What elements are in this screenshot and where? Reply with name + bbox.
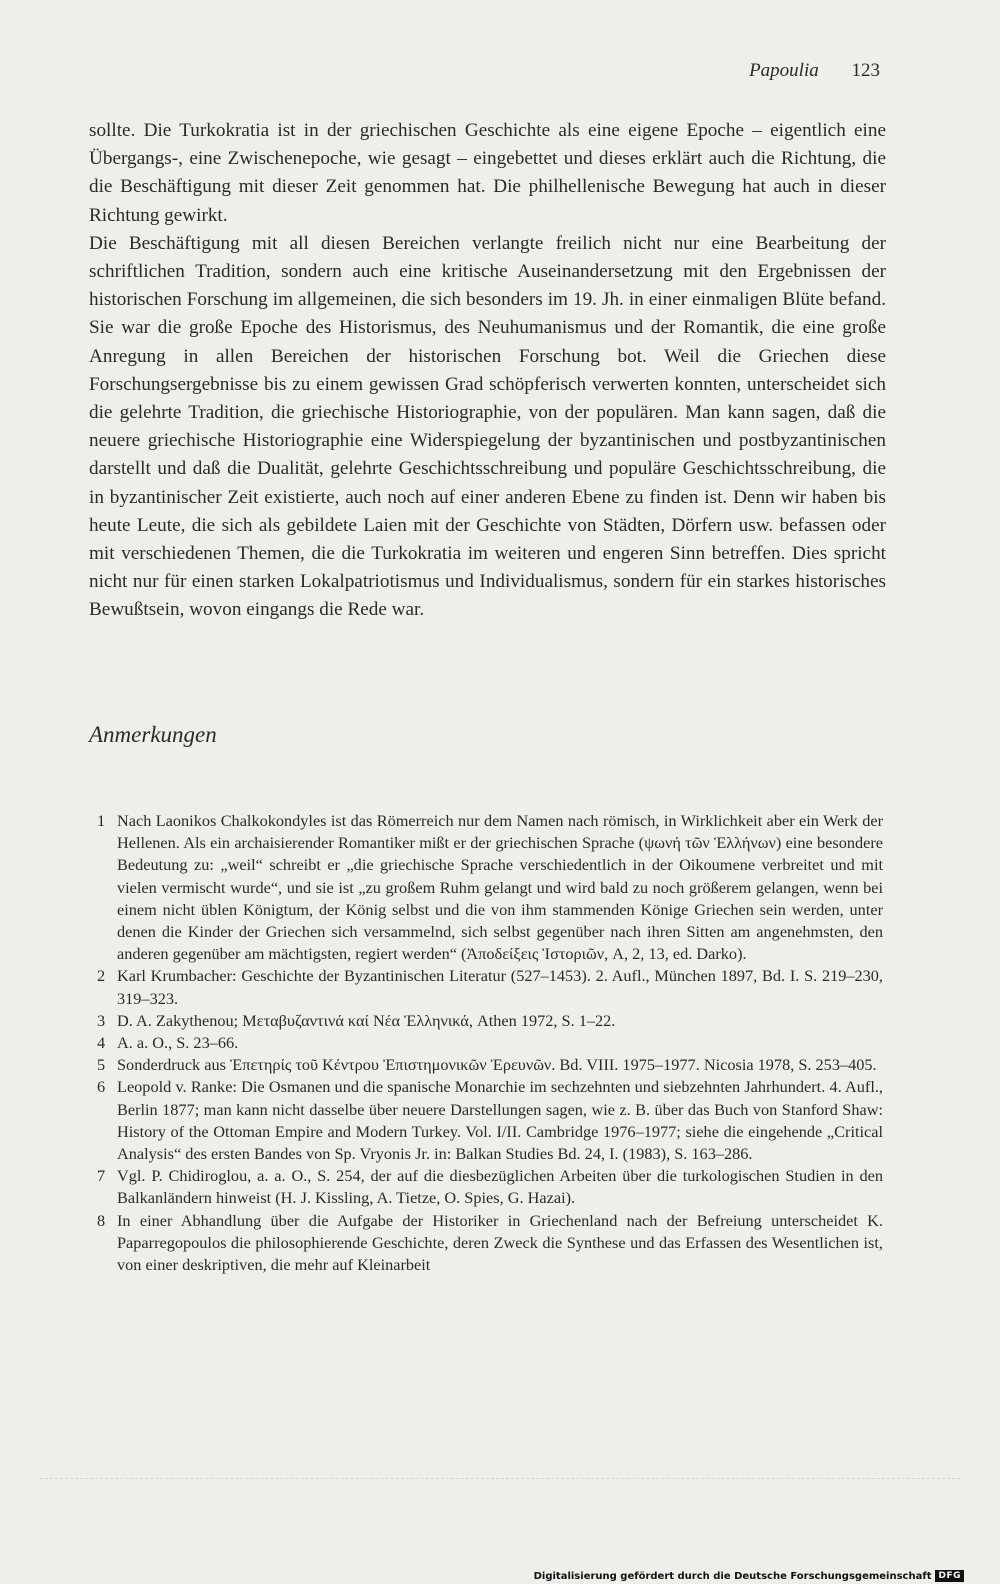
digitization-credit bbox=[534, 1570, 964, 1582]
endnote bbox=[97, 1076, 883, 1165]
endnote-text: Leopold v. Ranke: Die Osmanen und die spanische Monarchie im sechzehnten und siebzehnten Jahrhundert. 4. Aufl., Berlin 1877; man kann nicht dasselbe über neuere Darstellungen sagen, wie z. B. über das Buch von Stanford Shaw: History of the Ottoman Empire and Modern Turkey. Vol. I/II. Cambridge 1976–1977; siehe die eingehende „Critical Analysis“ des ersten Bandes von Sp. Vryonis Jr. in: Balkan Studies Bd. 24, I. (1983), S. 163–286. bbox=[117, 1077, 883, 1164]
endnote-number: 7 bbox=[97, 1166, 106, 1186]
endnote bbox=[97, 1032, 883, 1054]
credit-text: Digitalisierung gefördert durch die Deutsche Forschungsgemeinschaft bbox=[533, 1570, 932, 1582]
endnote-number: 2 bbox=[97, 966, 106, 986]
endnote-number: 4 bbox=[97, 1033, 106, 1053]
endnote bbox=[97, 810, 883, 965]
scan-edge-divider bbox=[40, 1478, 960, 1479]
endnote-number: 3 bbox=[97, 1010, 106, 1030]
endnote-text: In einer Abhandlung über die Aufgabe der Historiker in Griechenland nach der Befreiung unterscheidet K. Paparregopoulos die philosophierende Geschichte, deren Zweck die Synthese und das Erfassen des Wesentlichen ist, von einer deskriptiven, die mehr auf Kleinarbeit bbox=[117, 1210, 883, 1275]
endnote bbox=[97, 1054, 883, 1076]
endnote-text: Nach Laonikos Chalkokondyles ist das Römerreich nur dem Namen nach römisch, in Wirklichkeit aber ein Werk der Hellenen. Als ein archaisierender Romantiker mißt er der griechischen Sprache (ψωνή τῶν Ἑλλήνων) eine besondere Bedeutung zu: „weil“ schreibt er „die griechische Sprache verschiedentlich in der Oikoumene verbreitet und mit vielen vermischt wurde“, und sie ist „zu großem Ruhm gelangt und wird bald zu noch größerem gelangen, wenn bei einem nicht üblen Königtum, der König selbst und die von ihm stammenden Könige Griechen sein werden, unter denen die Kinder der Griechen sich versammelnd, sich selbst gegenüber nach ihren Sitten am angenehmsten, den anderen gegenüber am mächtigsten, regiert werden“ (Ἀποδείξεις Ἱστοριῶν, A, 2, 13, ed. Darko). bbox=[117, 811, 883, 964]
body-paragraph: sollte. Die Turkokratia ist in der griechischen Geschichte als eine eigene Epoche – eigentlich eine Übergangs-, eine Zwischenepoche, wie gesagt – eingebettet und dieses erklärt auch die Richtung, die die Beschäftigung mit dieser Zeit genommen hat. Die philhellenische Bewegung hat auch in dieser Richtung gewirkt. bbox=[89, 120, 886, 226]
endnote-text: Karl Krumbacher: Geschichte der Byzantinischen Literatur (527–1453). 2. Aufl., München 1897, Bd. I. S. 219–230, 319–323. bbox=[117, 966, 883, 1008]
endnotes-list bbox=[97, 810, 883, 1276]
endnote bbox=[97, 1210, 883, 1277]
endnote-text: A. a. O., S. 23–66. bbox=[117, 1033, 239, 1053]
main-text bbox=[89, 117, 886, 625]
endnote-number: 5 bbox=[97, 1055, 106, 1075]
running-header bbox=[749, 60, 880, 82]
endnote-text: Vgl. P. Chidiroglou, a. a. O., S. 254, der auf die diesbezüglichen Arbeiten über die turkologischen Studien in den Balkanländern hinweist (H. J. Kissling, A. Tietze, O. Spies, G. Hazai). bbox=[117, 1166, 883, 1208]
endnote-text: Sonderdruck aus Ἐπετηρίς τοῦ Κέντρου Ἐπιστημονικῶν Ἐρευνῶν. Bd. VIII. 1975–1977. Nicosia 1978, S. 253–405. bbox=[117, 1055, 877, 1075]
section-heading: Anmerkungen bbox=[89, 722, 217, 747]
body-paragraph: Die Beschäftigung mit all diesen Bereichen verlangte freilich nicht nur eine Bearbeitung der schriftlichen Tradition, sondern auch eine kritische Auseinandersetzung mit den Ergebnissen der historischen Forschung im allgemeinen, die sich besonders im 19. Jh. in einer einmaligen Blüte befand. Sie war die große Epoche des Historismus, des Neuhumanismus und der Romantik, die eine große Anregung in allen Bereichen der historischen Forschung bot. Weil die Griechen diese Forschungsergebnisse bis zu einem gewissen Grad schöpferisch verwerten konnten, unterscheidet sich die gelehrte Tradition, die griechische Historiographie, von der populären. Man kann sagen, daß die neuere griechische Historiographie eine Widerspiegelung der byzantinischen und postbyzantinischen darstellt und daß die Dualität, gelehrte Geschichtsschreibung und populäre Geschichtsschreibung, die in byzantinischer Zeit existierte, auch noch auf einer anderen Ebene zu finden ist. Denn wir haben bis heute Leute, die sich als gebildete Laien mit der Geschichte von Städten, Dörfern usw. befassen oder mit verschiedenen Themen, die die Turkokratia im weiteren und engeren Sinn betreffen. Dies spricht nicht nur für einen starken Lokalpatriotismus und Individualismus, sondern für ein starkes historisches Bewußtsein, wovon eingangs die Rede war. bbox=[89, 232, 886, 621]
endnote bbox=[97, 965, 883, 1009]
dfg-logo: DFG bbox=[935, 1570, 964, 1582]
endnote-text: D. A. Zakythenou; Μεταβυζαντινά καί Νέα Ἑλληνικά, Athen 1972, S. 1–22. bbox=[117, 1010, 616, 1030]
endnote bbox=[97, 1010, 883, 1032]
endnote-number: 1 bbox=[97, 811, 106, 830]
running-header-author: Papoulia bbox=[749, 60, 819, 81]
page-number: 123 bbox=[851, 60, 880, 81]
endnote-number: 8 bbox=[97, 1210, 106, 1230]
endnote bbox=[97, 1165, 883, 1209]
endnote-number: 6 bbox=[97, 1077, 106, 1097]
